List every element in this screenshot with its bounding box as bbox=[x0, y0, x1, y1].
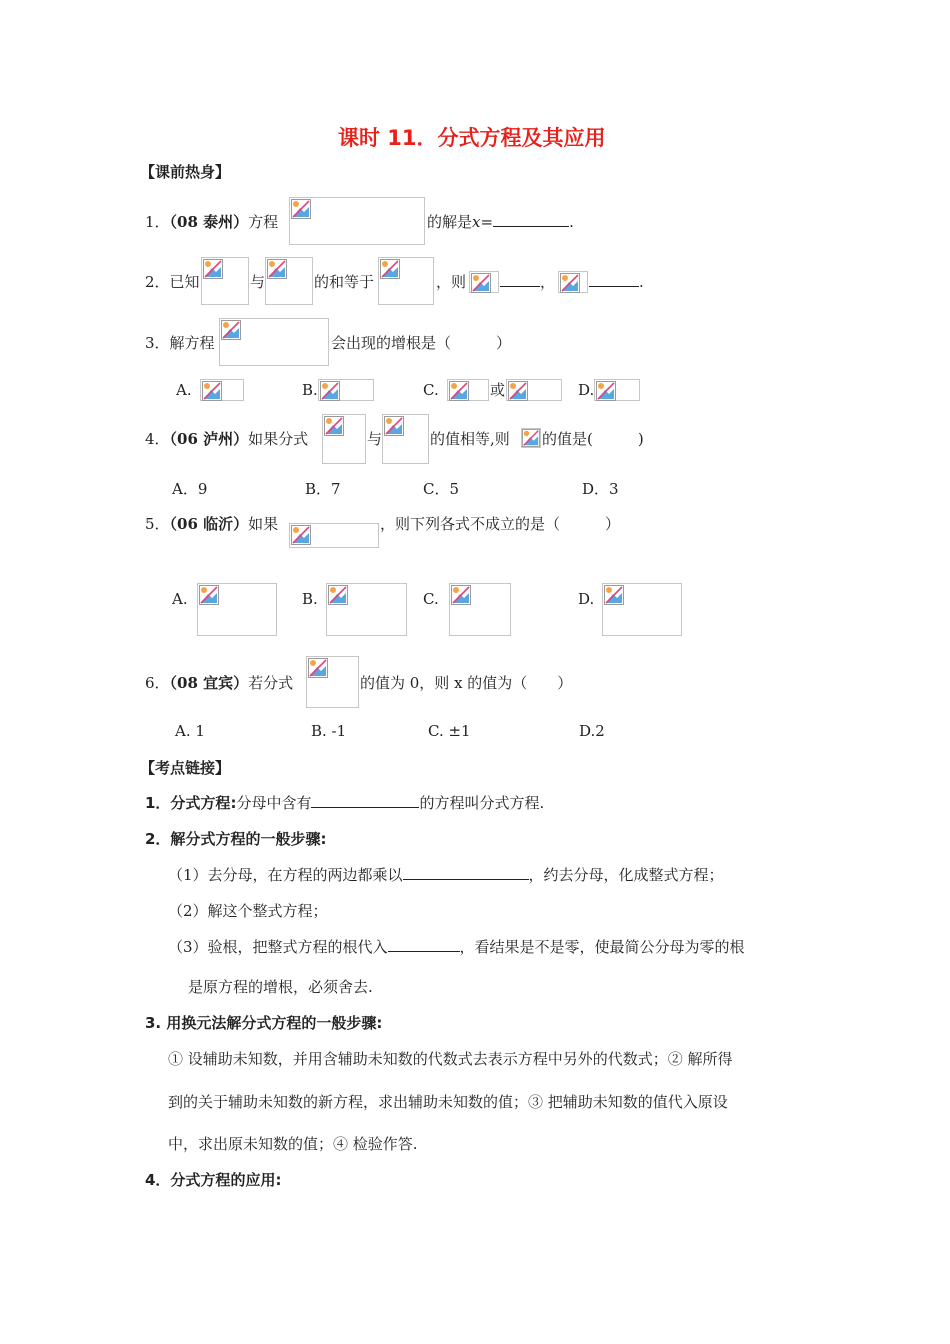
option-d[interactable]: D．3 bbox=[582, 480, 619, 498]
section-heading-links: 【考点链接】 bbox=[140, 759, 231, 777]
fraction-image bbox=[378, 257, 434, 305]
broken-image-icon bbox=[328, 585, 348, 605]
step-1: （1）去分母，在方程的两边都乘以 ，约去分母，化成整式方程； bbox=[168, 866, 724, 884]
broken-image-icon bbox=[267, 259, 287, 279]
variable-image bbox=[558, 271, 588, 293]
question-5: 5．（06 临沂）如果 bbox=[145, 515, 279, 533]
answer-blank[interactable] bbox=[403, 865, 529, 880]
broken-image-icon bbox=[596, 381, 616, 401]
option-a[interactable]: A. 1 bbox=[175, 722, 205, 740]
fraction-image bbox=[382, 414, 429, 464]
broken-image-icon bbox=[451, 585, 471, 605]
option-b[interactable]: B. -1 bbox=[311, 722, 347, 740]
fraction-image bbox=[265, 257, 313, 305]
question-number: 1． bbox=[145, 213, 170, 231]
answer-blank[interactable] bbox=[311, 793, 419, 808]
option-b[interactable]: B. bbox=[302, 381, 318, 399]
condition-image bbox=[289, 523, 379, 548]
broken-image-icon bbox=[380, 259, 400, 279]
question-1 bbox=[145, 212, 278, 232]
option-a[interactable]: A. bbox=[172, 590, 188, 608]
broken-image-icon bbox=[522, 429, 540, 447]
option-b[interactable]: B．7 bbox=[305, 480, 341, 498]
option-a[interactable]: A．9 bbox=[172, 480, 208, 498]
broken-image-icon bbox=[202, 381, 222, 401]
option-image bbox=[326, 583, 407, 636]
section-heading-warmup: 【课前热身】 bbox=[140, 163, 231, 181]
broken-image-icon bbox=[199, 585, 219, 605]
broken-image-icon bbox=[471, 273, 491, 293]
option-image bbox=[602, 583, 682, 636]
equation-image bbox=[219, 318, 329, 366]
answer-blank[interactable] bbox=[388, 937, 460, 952]
question-6: 6．（08 宜宾）若分式 bbox=[145, 674, 294, 692]
broken-image-icon bbox=[604, 585, 624, 605]
step-2: （2）解这个整式方程； bbox=[168, 902, 328, 920]
broken-image-icon bbox=[308, 658, 328, 678]
option-c[interactable]: C. bbox=[423, 590, 439, 608]
step-3: （3）验根，把整式方程的根代入 ，看结果是不是零，使最简公分母为零的根 bbox=[168, 938, 745, 956]
question-text: 方程 bbox=[248, 213, 279, 231]
answer-blank[interactable] bbox=[500, 272, 540, 287]
answer-blank[interactable] bbox=[589, 272, 639, 287]
option-image bbox=[447, 379, 489, 401]
question-2: 2．已知 bbox=[145, 273, 200, 291]
option-c[interactable]: C．5 bbox=[423, 480, 460, 498]
option-image bbox=[449, 583, 511, 636]
point-3-line-3: 中，求出原未知数的值；④ 检验作答. bbox=[168, 1135, 418, 1153]
option-image bbox=[594, 379, 640, 401]
variable-image bbox=[521, 428, 541, 448]
option-d[interactable]: D. bbox=[578, 590, 595, 608]
option-c[interactable]: C. bbox=[423, 381, 439, 399]
step-3-cont: 是原方程的增根，必须舍去. bbox=[188, 978, 373, 996]
point-2-label: 2．解分式方程的一般步骤: bbox=[145, 830, 327, 848]
option-a[interactable]: A. bbox=[176, 381, 192, 399]
equation-image bbox=[289, 197, 425, 245]
point-1: 1．分式方程:分母中含有 的方程叫分式方程. bbox=[145, 794, 545, 812]
option-d[interactable]: D.2 bbox=[579, 722, 605, 740]
point-3-label: 3. 用换元法解分式方程的一般步骤: bbox=[145, 1014, 383, 1032]
option-image bbox=[318, 379, 374, 401]
question-source: （08 泰州） bbox=[169, 213, 249, 231]
broken-image-icon bbox=[384, 416, 404, 436]
broken-image-icon bbox=[221, 320, 241, 340]
option-c[interactable]: C. ±1 bbox=[428, 722, 471, 740]
broken-image-icon bbox=[560, 273, 580, 293]
broken-image-icon bbox=[508, 381, 528, 401]
question-3: 3．解方程 bbox=[145, 334, 215, 352]
broken-image-icon bbox=[449, 381, 469, 401]
answer-blank[interactable] bbox=[493, 212, 569, 227]
option-image bbox=[197, 583, 277, 636]
variable-image bbox=[469, 271, 499, 293]
option-image bbox=[506, 379, 562, 401]
page-title: 课时 11．分式方程及其应用 bbox=[338, 126, 606, 150]
broken-image-icon bbox=[324, 416, 344, 436]
broken-image-icon bbox=[320, 381, 340, 401]
fraction-image bbox=[306, 656, 359, 708]
point-3-line-1: ① 设辅助未知数，并用含辅助未知数的代数式去表示方程中另外的代数式；② 解所得 bbox=[168, 1050, 733, 1068]
point-3-line-2: 到的关于辅助未知数的新方程，求出辅助未知数的值；③ 把辅助未知数的值代入原设 bbox=[168, 1093, 728, 1111]
fraction-image bbox=[322, 414, 366, 464]
fraction-image bbox=[201, 257, 249, 305]
broken-image-icon bbox=[291, 525, 311, 545]
question-4: 4．（06 泸州）如果分式 bbox=[145, 430, 309, 448]
broken-image-icon bbox=[203, 259, 223, 279]
question-1-tail: 的解是x= . bbox=[427, 213, 574, 231]
option-b[interactable]: B. bbox=[302, 590, 318, 608]
point-4-label: 4．分式方程的应用: bbox=[145, 1171, 282, 1189]
option-image bbox=[200, 379, 244, 401]
broken-image-icon bbox=[291, 199, 311, 219]
option-d[interactable]: D. bbox=[578, 381, 595, 399]
